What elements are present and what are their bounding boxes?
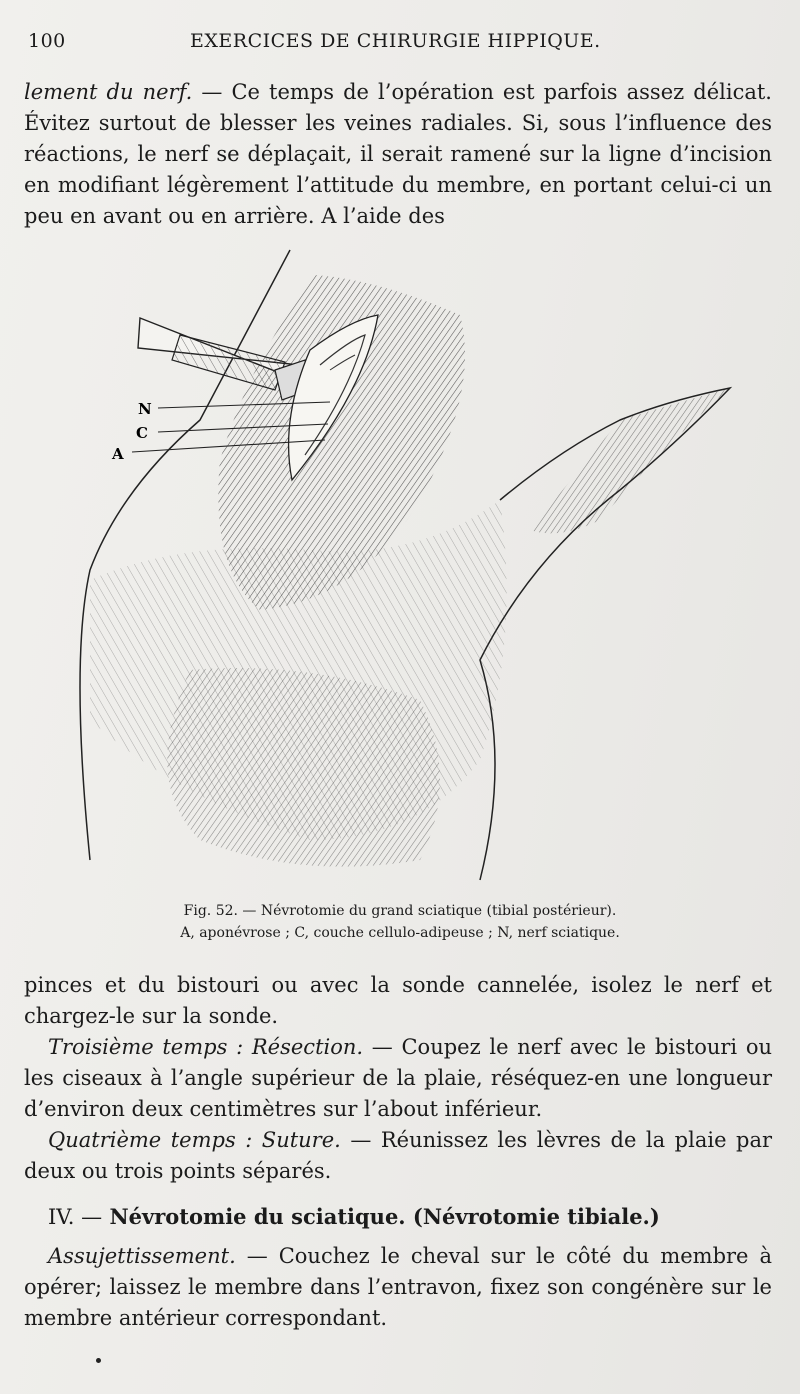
assujettissement-lead: Assujettissement. bbox=[48, 1244, 236, 1268]
assujettissement-paragraph bbox=[24, 1241, 772, 1334]
troisieme-text: — Coupez le nerf avec le bistouri ou les ciseaux à l’angle supérieur de la plaie, réséquez-en une longueur d’environ deux centimètres sur l’about inférieur. bbox=[24, 1035, 772, 1121]
label-a: A bbox=[112, 445, 124, 463]
surgical-illustration bbox=[60, 240, 760, 890]
assujettissement-text: — Couchez le cheval sur le côté du membre à opérer; laissez le membre dans l’entravon, fixez son congénère sur le membre antérieur correspondant. bbox=[24, 1244, 772, 1330]
section-heading bbox=[24, 1201, 772, 1233]
running-title: EXERCICES DE CHIRURGIE HIPPIQUE. bbox=[190, 30, 601, 52]
paragraph-text: — Ce temps de l’opération est parfois assez délicat. Évitez surtout de blesser les veines radiales. Si, sous l’influence des réactions, le nerf se déplaçait, il serait ramené sur la ligne d’incision en modifiant légèrement l’attitude du membre, en portant celui-ci un peu en avant ou en arrière. A l’aide des bbox=[24, 80, 772, 228]
section-title: Névrotomie du sciatique. (Névrotomie tibiale.) bbox=[102, 1204, 660, 1229]
continuation-paragraph: pinces et du bistouri ou avec la sonde cannelée, isolez le nerf et chargez-le sur la sonde. bbox=[24, 973, 772, 1028]
label-n: N bbox=[138, 400, 152, 418]
page-number: 100 bbox=[28, 30, 66, 52]
top-paragraph bbox=[24, 77, 772, 232]
quatrieme-text: — Réunissez les lèvres de la plaie par deux ou trois points séparés. bbox=[24, 1128, 772, 1183]
troisieme-paragraph bbox=[24, 1032, 772, 1125]
shaded-region-lower bbox=[167, 668, 440, 867]
section-number: IV. — bbox=[48, 1205, 103, 1229]
caption-line-2: A, aponévrose ; C, couche cellulo-adipeuse ; N, nerf sciatique. bbox=[180, 925, 620, 941]
ink-dot bbox=[96, 1358, 101, 1363]
quatrieme-lead: Quatrième temps : Suture. bbox=[48, 1128, 341, 1152]
label-c: C bbox=[136, 424, 148, 442]
troisieme-lead: Troisième temps : Résection. bbox=[48, 1035, 364, 1059]
caption-line-1: Fig. 52. — Névrotomie du grand sciatique (tibial postérieur). bbox=[183, 903, 617, 919]
figure-caption bbox=[60, 900, 740, 944]
page-header bbox=[28, 30, 788, 58]
quatrieme-paragraph bbox=[24, 1125, 772, 1187]
bottom-text bbox=[24, 970, 772, 1334]
italic-lead: lement du nerf. bbox=[24, 80, 193, 104]
